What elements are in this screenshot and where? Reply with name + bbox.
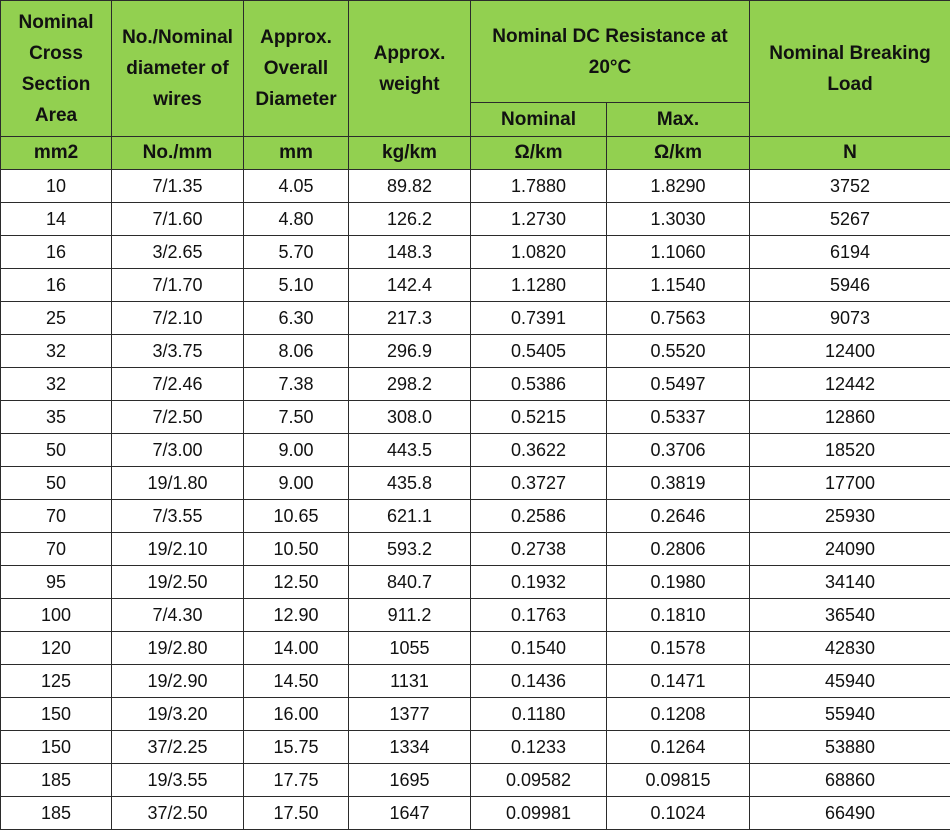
table-cell: 0.1180	[471, 698, 607, 731]
table-cell: 0.5497	[607, 368, 750, 401]
table-cell: 911.2	[349, 599, 471, 632]
table-cell: 7.50	[244, 401, 349, 434]
table-cell: 1334	[349, 731, 471, 764]
table-row	[1, 500, 950, 533]
table-cell: 3752	[750, 170, 950, 203]
table-cell: 1.2730	[471, 203, 607, 236]
table-cell: 1.1540	[607, 269, 750, 302]
table-cell: 0.5520	[607, 335, 750, 368]
table-cell: 0.1264	[607, 731, 750, 764]
table-cell: 3/2.65	[112, 236, 244, 269]
table-cell: 7/4.30	[112, 599, 244, 632]
table-cell: 36540	[750, 599, 950, 632]
table-cell: 10.65	[244, 500, 349, 533]
unit-cell: Ω/km	[471, 137, 607, 170]
unit-cell: N	[750, 137, 950, 170]
table-cell: 7/1.70	[112, 269, 244, 302]
unit-cell: mm	[244, 137, 349, 170]
table-cell: 3/3.75	[112, 335, 244, 368]
table-cell: 6.30	[244, 302, 349, 335]
table-cell: 0.1024	[607, 797, 750, 830]
table-cell: 16	[1, 236, 112, 269]
table-cell: 68860	[750, 764, 950, 797]
table-cell: 19/2.50	[112, 566, 244, 599]
table-cell: 9.00	[244, 467, 349, 500]
table-cell: 0.09815	[607, 764, 750, 797]
table-cell: 0.1436	[471, 665, 607, 698]
table-cell: 50	[1, 434, 112, 467]
table-cell: 0.3819	[607, 467, 750, 500]
table-cell: 42830	[750, 632, 950, 665]
table-cell: 7/2.50	[112, 401, 244, 434]
table-cell: 1131	[349, 665, 471, 698]
table-cell: 15.75	[244, 731, 349, 764]
table-cell: 0.1208	[607, 698, 750, 731]
table-cell: 0.5405	[471, 335, 607, 368]
table-cell: 19/2.10	[112, 533, 244, 566]
table-row	[1, 599, 950, 632]
table-cell: 1695	[349, 764, 471, 797]
table-cell: 95	[1, 566, 112, 599]
table-cell: 148.3	[349, 236, 471, 269]
table-cell: 55940	[750, 698, 950, 731]
table-cell: 0.2806	[607, 533, 750, 566]
table-cell: 19/2.80	[112, 632, 244, 665]
table-row	[1, 698, 950, 731]
table-cell: 0.5386	[471, 368, 607, 401]
table-cell: 120	[1, 632, 112, 665]
unit-cell: mm2	[1, 137, 112, 170]
table-cell: 126.2	[349, 203, 471, 236]
table-cell: 32	[1, 335, 112, 368]
table-cell: 435.8	[349, 467, 471, 500]
table-cell: 5946	[750, 269, 950, 302]
table-cell: 0.1932	[471, 566, 607, 599]
table-cell: 5267	[750, 203, 950, 236]
table-row	[1, 566, 950, 599]
table-row	[1, 203, 950, 236]
table-cell: 8.06	[244, 335, 349, 368]
table-row	[1, 236, 950, 269]
table-cell: 19/3.20	[112, 698, 244, 731]
table-cell: 37/2.25	[112, 731, 244, 764]
table-cell: 0.1980	[607, 566, 750, 599]
table-cell: 7/3.55	[112, 500, 244, 533]
table-cell: 7/2.46	[112, 368, 244, 401]
table-cell: 1055	[349, 632, 471, 665]
table-cell: 16	[1, 269, 112, 302]
table-cell: 1.3030	[607, 203, 750, 236]
table-cell: 100	[1, 599, 112, 632]
table-cell: 0.1810	[607, 599, 750, 632]
table-cell: 12400	[750, 335, 950, 368]
header-breaking-load: Nominal Breaking Load	[750, 1, 950, 137]
table-row	[1, 467, 950, 500]
table-cell: 0.3706	[607, 434, 750, 467]
table-row	[1, 434, 950, 467]
table-cell: 12.50	[244, 566, 349, 599]
header-overall-diameter: Approx. Overall Diameter	[244, 1, 349, 137]
table-cell: 19/1.80	[112, 467, 244, 500]
table-cell: 25930	[750, 500, 950, 533]
table-cell: 0.3727	[471, 467, 607, 500]
header-resistance-max: Max.	[607, 103, 750, 137]
table-cell: 7/3.00	[112, 434, 244, 467]
table-cell: 9.00	[244, 434, 349, 467]
table-cell: 1.8290	[607, 170, 750, 203]
table-cell: 17.50	[244, 797, 349, 830]
table-cell: 0.1540	[471, 632, 607, 665]
table-cell: 34140	[750, 566, 950, 599]
table-cell: 840.7	[349, 566, 471, 599]
table-cell: 7/2.10	[112, 302, 244, 335]
table-cell: 1377	[349, 698, 471, 731]
table-cell: 19/3.55	[112, 764, 244, 797]
table-cell: 142.4	[349, 269, 471, 302]
table-cell: 12442	[750, 368, 950, 401]
table-cell: 16.00	[244, 698, 349, 731]
table-cell: 6194	[750, 236, 950, 269]
table-cell: 185	[1, 764, 112, 797]
table-cell: 0.7563	[607, 302, 750, 335]
table-cell: 5.70	[244, 236, 349, 269]
table-cell: 4.80	[244, 203, 349, 236]
table-cell: 296.9	[349, 335, 471, 368]
table-row	[1, 401, 950, 434]
table-cell: 0.2586	[471, 500, 607, 533]
table-cell: 4.05	[244, 170, 349, 203]
table-cell: 0.5215	[471, 401, 607, 434]
table-cell: 0.2738	[471, 533, 607, 566]
table-cell: 12.90	[244, 599, 349, 632]
table-cell: 10.50	[244, 533, 349, 566]
table-body	[1, 170, 950, 830]
table-cell: 0.1233	[471, 731, 607, 764]
table-cell: 70	[1, 500, 112, 533]
table-cell: 1.1280	[471, 269, 607, 302]
table-cell: 14.50	[244, 665, 349, 698]
table-cell: 0.3622	[471, 434, 607, 467]
table-cell: 70	[1, 533, 112, 566]
table-cell: 0.1578	[607, 632, 750, 665]
table-cell: 53880	[750, 731, 950, 764]
table-cell: 150	[1, 698, 112, 731]
table-row	[1, 665, 950, 698]
table-header	[1, 1, 950, 170]
table-row	[1, 731, 950, 764]
table-cell: 0.1763	[471, 599, 607, 632]
table-cell: 45940	[750, 665, 950, 698]
table-cell: 17.75	[244, 764, 349, 797]
table-cell: 150	[1, 731, 112, 764]
table-cell: 0.1471	[607, 665, 750, 698]
table-cell: 17700	[750, 467, 950, 500]
table-cell: 0.09981	[471, 797, 607, 830]
table-cell: 185	[1, 797, 112, 830]
table-row	[1, 764, 950, 797]
table-cell: 25	[1, 302, 112, 335]
table-cell: 89.82	[349, 170, 471, 203]
table-cell: 7.38	[244, 368, 349, 401]
table-row	[1, 335, 950, 368]
table-cell: 24090	[750, 533, 950, 566]
table-cell: 18520	[750, 434, 950, 467]
header-wire-count-diameter: No./Nominal diameter of wires	[112, 1, 244, 137]
header-weight: Approx. weight	[349, 1, 471, 137]
table-cell: 0.09582	[471, 764, 607, 797]
table-row	[1, 302, 950, 335]
table-cell: 1.7880	[471, 170, 607, 203]
table-cell: 14.00	[244, 632, 349, 665]
table-cell: 217.3	[349, 302, 471, 335]
table-cell: 7/1.60	[112, 203, 244, 236]
table-cell: 0.7391	[471, 302, 607, 335]
table-cell: 7/1.35	[112, 170, 244, 203]
table-cell: 593.2	[349, 533, 471, 566]
header-resistance-nominal: Nominal	[471, 103, 607, 137]
table-cell: 308.0	[349, 401, 471, 434]
table-cell: 1.0820	[471, 236, 607, 269]
unit-cell: Ω/km	[607, 137, 750, 170]
table-row	[1, 797, 950, 830]
table-row	[1, 170, 950, 203]
table-cell: 12860	[750, 401, 950, 434]
table-cell: 14	[1, 203, 112, 236]
table-cell: 0.2646	[607, 500, 750, 533]
table-row	[1, 368, 950, 401]
table-row	[1, 632, 950, 665]
table-cell: 66490	[750, 797, 950, 830]
table-cell: 19/2.90	[112, 665, 244, 698]
table-row	[1, 533, 950, 566]
table-cell: 37/2.50	[112, 797, 244, 830]
unit-cell: kg/km	[349, 137, 471, 170]
table-cell: 0.5337	[607, 401, 750, 434]
table-cell: 10	[1, 170, 112, 203]
table-cell: 32	[1, 368, 112, 401]
table-cell: 5.10	[244, 269, 349, 302]
units-row	[1, 137, 950, 170]
header-dc-resistance: Nominal DC Resistance at 20°C	[471, 1, 750, 103]
table-cell: 50	[1, 467, 112, 500]
table-cell: 125	[1, 665, 112, 698]
table-cell: 443.5	[349, 434, 471, 467]
table-cell: 35	[1, 401, 112, 434]
header-cross-section-area: Nominal Cross Section Area	[1, 1, 112, 137]
table-cell: 621.1	[349, 500, 471, 533]
table-row	[1, 269, 950, 302]
unit-cell: No./mm	[112, 137, 244, 170]
table-cell: 298.2	[349, 368, 471, 401]
table-cell: 9073	[750, 302, 950, 335]
table-cell: 1647	[349, 797, 471, 830]
table-cell: 1.1060	[607, 236, 750, 269]
